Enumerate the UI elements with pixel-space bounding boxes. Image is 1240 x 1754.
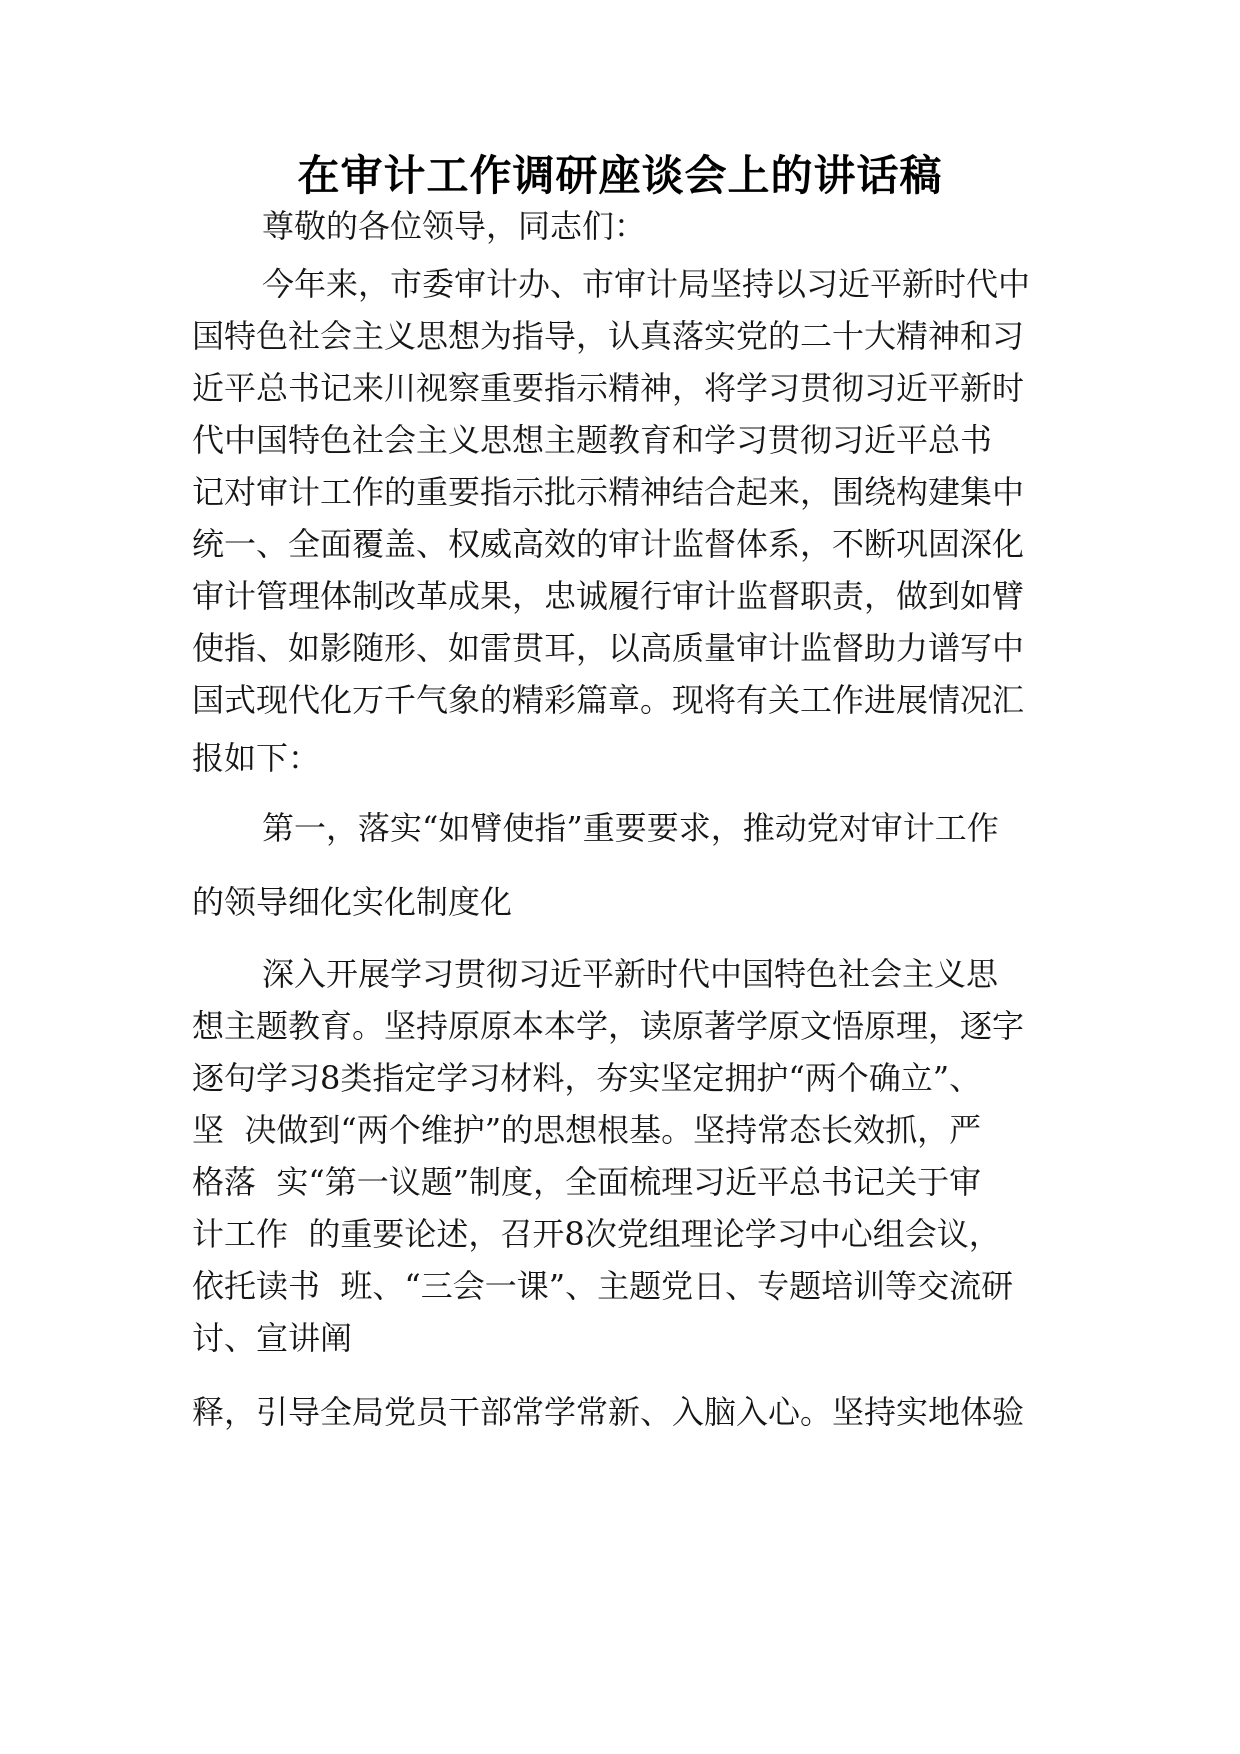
text-line: 今年来，市委审计办、市审计局坚持以习近平新时代中	[262, 265, 1031, 303]
text-line: 国式现代化万千气象的精彩篇章。现将有关工作进展情况汇	[192, 681, 1025, 719]
text-line: 格落 实“第一议题”制度，全面梳理习近平总书记关于审	[192, 1163, 982, 1201]
text-line: 想主题教育。坚持原原本本学，读原著学原文悟原理，逐字	[192, 1007, 1025, 1045]
text-line: 近平总书记来川视察重要指示精神，将学习贯彻习近平新时	[192, 369, 1025, 407]
text-line: 讨、宣讲阐	[192, 1319, 353, 1357]
text-line: 审计管理体制改革成果，忠诚履行审计监督职责，做到如臂	[192, 577, 1025, 615]
text-line: 报如下：	[192, 739, 321, 777]
text-line: 依托读书 班、“三会一课”、主题党日、专题培训等交流研	[192, 1267, 1014, 1305]
text-line: 深入开展学习贯彻习近平新时代中国特色社会主义思	[262, 955, 999, 993]
text-line: 计工作 的重要论述，召开8次党组理论学习中心组会议，	[192, 1215, 1001, 1253]
text-line: 记对审计工作的重要指示批示精神结合起来，围绕构建集中	[192, 473, 1025, 511]
text-line: 使指、如影随形、如雷贯耳，以高质量审计监督助力谱写中	[192, 629, 1025, 667]
text-line: 代中国特色社会主义思想主题教育和学习贯彻习近平总书	[192, 421, 993, 459]
text-line: 释，引导全局党员干部常学常新、入脑入心。坚持实地体验	[192, 1393, 1025, 1431]
text-line: 统一、全面覆盖、权威高效的审计监督体系，不断巩固深化	[192, 525, 1025, 563]
text-line: 国特色社会主义思想为指导，认真落实党的二十大精神和习	[192, 317, 1025, 355]
section-heading-line: 的领导细化实化制度化	[192, 883, 513, 921]
section-heading-line: 第一，落实“如臂使指”重要要求，推动党对审计工作	[262, 809, 999, 847]
text-line: 坚 决做到“两个维护”的思想根基。坚持常态长效抓，严	[192, 1111, 982, 1149]
document-title: 在审计工作调研座谈会上的讲话稿	[297, 151, 943, 200]
text-line: 逐句学习8类指定学习材料，夯实坚定拥护“两个确立”、	[192, 1059, 982, 1097]
text-line-salutation: 尊敬的各位领导，同志们：	[262, 207, 647, 245]
